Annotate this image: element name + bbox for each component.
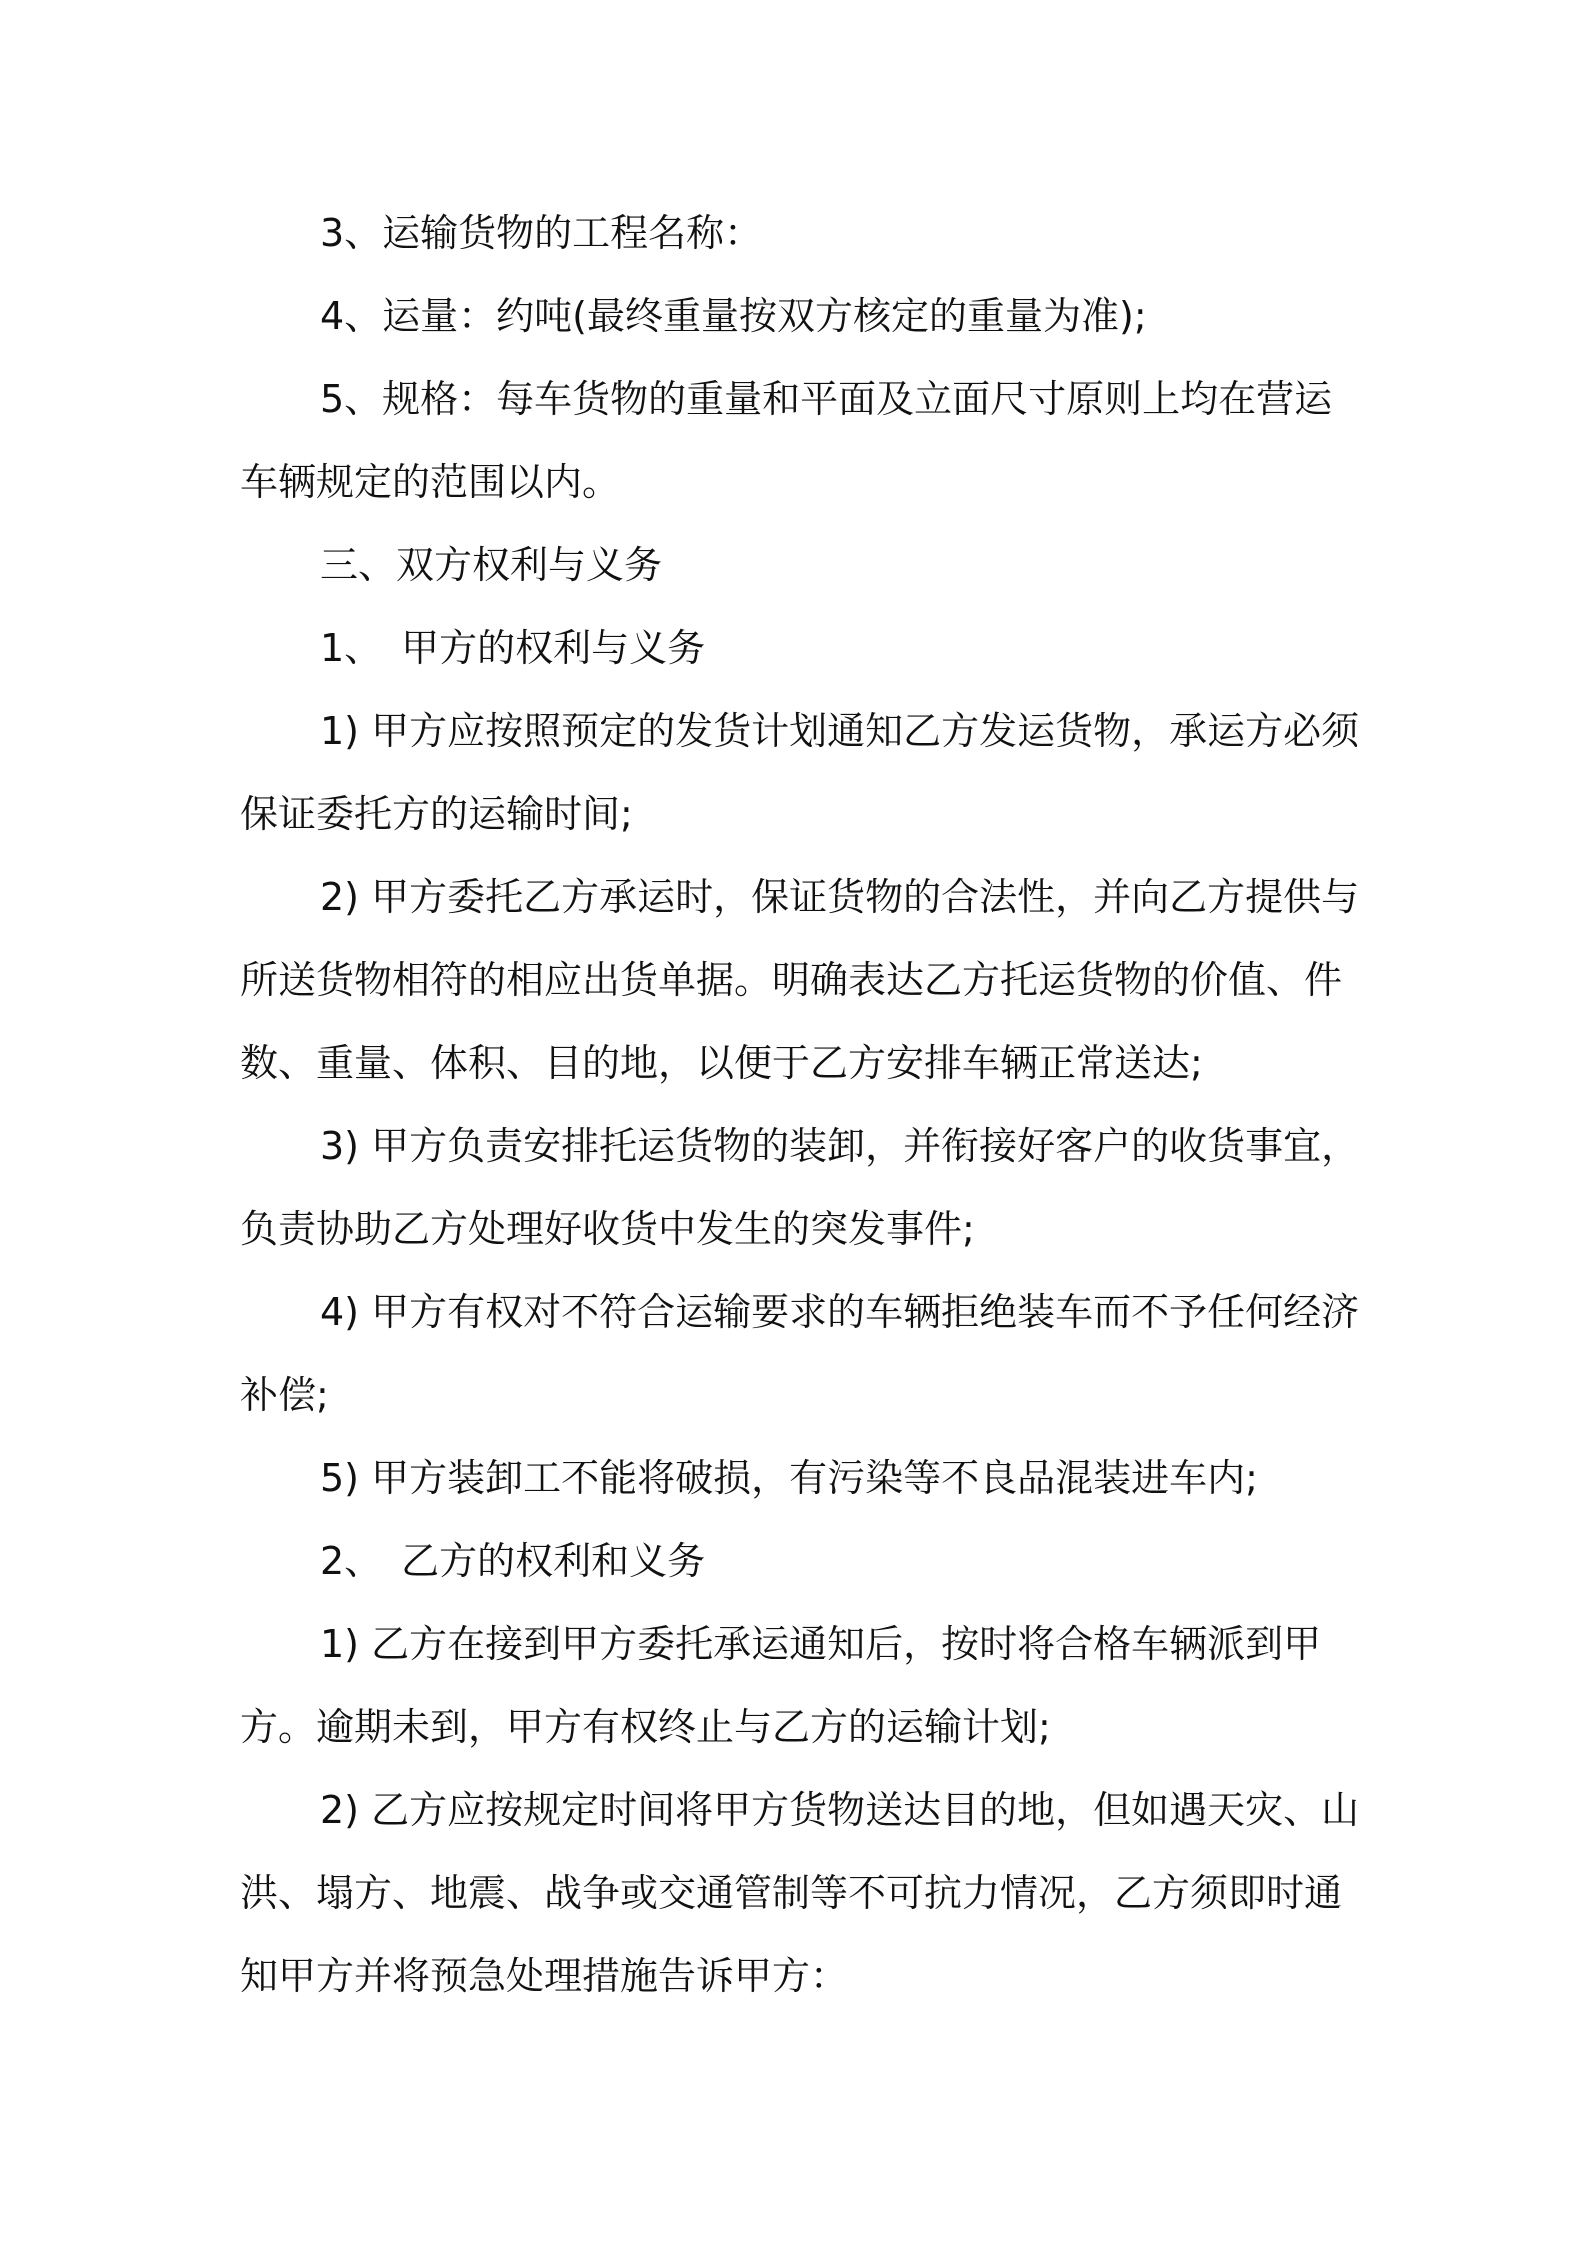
party-a-item-2: 2) 甲方委托乙方承运时，保证货物的合法性，并向乙方提供与所送货物相符的相应出货单据。明确表达乙方托运货物的价值、件数、重量、体积、目的地，以便于乙方安排车辆正常送达; — [240, 875, 1360, 1085]
subsection-heading-party-a: 1、 甲方的权利与义务 — [320, 626, 706, 670]
subsection-heading-party-b: 2、 乙方的权利和义务 — [320, 1539, 706, 1583]
party-b-item-1: 1) 乙方在接到甲方委托承运通知后，按时将合格车辆派到甲方。逾期未到，甲方有权终止与乙方的运输计划; — [240, 1622, 1322, 1749]
section-heading-rights-obligations: 三、双方权利与义务 — [320, 543, 663, 587]
party-a-item-3: 3) 甲方负责安排托运货物的装卸，并衔接好客户的收货事宜，负责协助乙方处理好收货中发生的突发事件; — [240, 1124, 1360, 1251]
document-body — [240, 192, 1360, 2018]
clause-project-name: 3、运输货物的工程名称： — [320, 211, 763, 255]
party-b-item-2: 2) 乙方应按规定时间将甲方货物送达目的地，但如遇天灾、山洪、塌方、地震、战争或交通管制等不可抗力情况，乙方须即时通知甲方并将预急处理措施告诉甲方： — [240, 1788, 1360, 1998]
clause-specification: 5、规格：每车货物的重量和平面及立面尺寸原则上均在营运车辆规定的范围以内。 — [240, 377, 1333, 504]
party-a-item-5: 5) 甲方装卸工不能将破损，有污染等不良品混装进车内; — [320, 1456, 1258, 1500]
party-a-item-1: 1) 甲方应按照预定的发货计划通知乙方发运货物，承运方必须保证委托方的运输时间; — [240, 709, 1360, 836]
party-a-item-4: 4) 甲方有权对不符合运输要求的车辆拒绝装车而不予任何经济补偿; — [240, 1290, 1360, 1417]
clause-volume: 4、运量：约吨(最终重量按双方核定的重量为准); — [320, 294, 1147, 338]
